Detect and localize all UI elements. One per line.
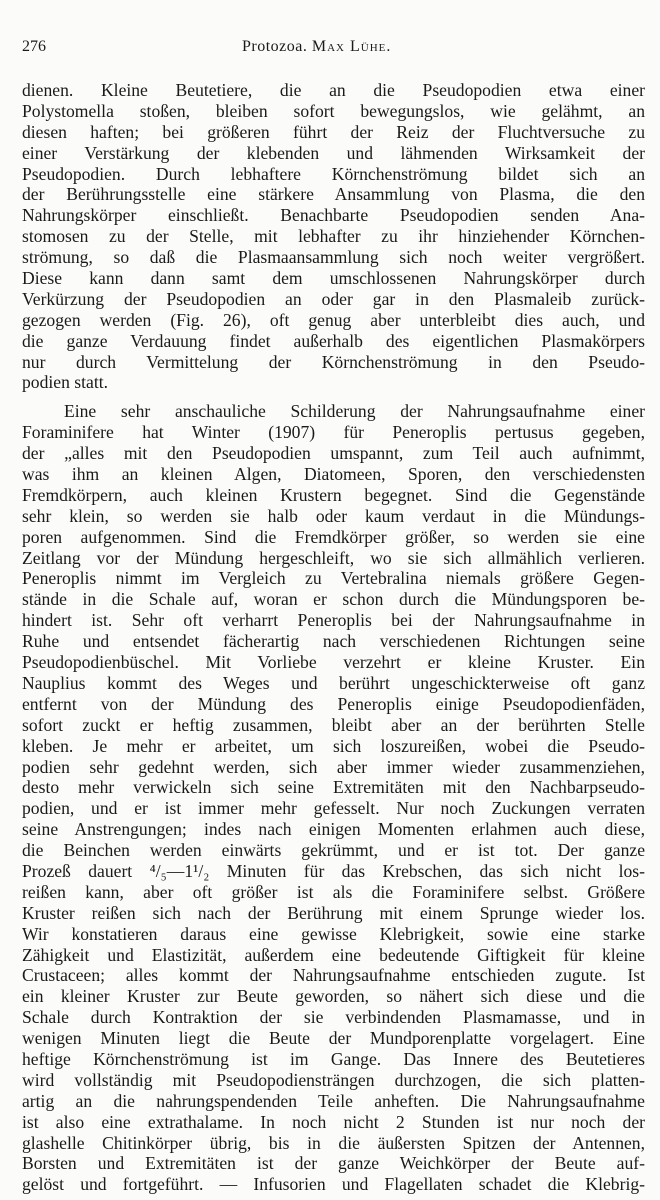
- text-line: Nahrungskörper einschließt. Benachbarte Pseudopodien senden Ana-: [22, 205, 645, 226]
- paragraph-gap: [22, 393, 645, 401]
- text-line: kleben. Je mehr er arbeitet, um sich loszureißen, wobei die Pseudo-: [22, 735, 645, 756]
- text-line: Foraminifere hat Winter (1907) für Peneroplis pertusus gegeben,: [22, 422, 645, 443]
- running-head-author: Max Lühe.: [311, 38, 392, 55]
- text-line: ist also eine extrathalame. In noch nicht 2 Stunden ist nur noch der: [22, 1111, 645, 1132]
- text-line: seine Anstrengungen; indes nach einigen Momenten erlahmen auch diese,: [22, 819, 645, 840]
- text-line: die ganze Verdauung findet außerhalb des eigentlichen Plasmakörpers: [22, 330, 645, 351]
- text-line: ein kleiner Kruster zur Beute geworden, so nähert sich diese und die: [22, 986, 645, 1007]
- text-line: wird vollständig mit Pseudopodiensträngen durchzogen, die sich platten-: [22, 1069, 645, 1090]
- text-line: die Beinchen werden einwärts gekrümmt, und er ist tot. Der ganze: [22, 840, 645, 861]
- text-line: Borsten und Extremitäten ist der ganze Weichkörper der Beute auf-: [22, 1153, 645, 1174]
- text-line: Kruster reißen sich nach der Berührung mit einem Sprunge wieder los.: [22, 902, 645, 923]
- text-line: wenigen Minuten liegt die Beute der Mundporenplatte vorgelagert. Eine: [22, 1028, 645, 1049]
- text-line: entfernt von der Mündung des Peneroplis einige Pseudopodienfäden,: [22, 693, 645, 714]
- text-line: desto mehr verwickeln sich seine Extremitäten mit den Nachbarpseudo-: [22, 777, 645, 798]
- text-line: Diese kann dann samt dem umschlossenen Nahrungskörper durch: [22, 268, 645, 289]
- text-line: glashelle Chitinkörper übrig, bis in die äußersten Spitzen der Antennen,: [22, 1132, 645, 1153]
- text-line: strömung, so daß die Plasmaansammlung sich noch weiter vergrößert.: [22, 247, 645, 268]
- paragraph-2: [22, 401, 645, 1195]
- text-line: podien, und er ist immer mehr gefesselt. Nur noch Zuckungen verraten: [22, 798, 645, 819]
- text-line: reißen kann, aber oft größer ist als die Foraminifere selbst. Größere: [22, 881, 645, 902]
- text-line: Wir konstatieren daraus eine gewisse Klebrigkeit, sowie eine starke: [22, 923, 645, 944]
- body-text: [22, 80, 645, 1195]
- text-line: Schale durch Kontraktion der sie verbindenden Plasmamasse, und in: [22, 1007, 645, 1028]
- text-line: diesen haften; bei größeren führt der Reiz der Fluchtversuche zu: [22, 121, 645, 142]
- text-line: Fremdkörpern, auch kleinen Krustern begegnet. Sind die Gegenstände: [22, 484, 645, 505]
- text-line: Nauplius kommt des Weges und berührt ungeschickterweise oft ganz: [22, 672, 645, 693]
- text-line: Ruhe und entsendet fächerartig nach verschiedenen Richtungen seine: [22, 631, 645, 652]
- text-line: gezogen werden (Fig. 26), oft genug aber unterbleibt dies auch, und: [22, 309, 645, 330]
- text-line: Pseudopodienbüschel. Mit Vorliebe verzehrt er kleine Kruster. Ein: [22, 652, 645, 673]
- text-line: Zeitlang vor der Mündung hergeschleift, wo sie sich allmählich verlieren.: [22, 547, 645, 568]
- text-line: nur durch Vermittelung der Körnchenströmung in den Pseudo-: [22, 351, 645, 372]
- text-line: poren aufgenommen. Sind die Fremdkörper größer, so werden sie eine: [22, 526, 645, 547]
- text-line: gelöst und fortgeführt. — Infusorien und Flagellaten schadet die Klebrig-: [22, 1174, 645, 1195]
- text-line: Zähigkeit und Elastizität, außerdem eine bedeutende Giftigkeit für kleine: [22, 944, 645, 965]
- text-line: stände in die Schale auf, woran er schon durch die Mündungsporen be-: [22, 589, 645, 610]
- paragraph-1: [22, 80, 645, 393]
- page-header: [22, 38, 640, 58]
- text-line: der „alles mit den Pseudopodien umspannt, zum Teil auch aufnimmt,: [22, 443, 645, 464]
- text-line: dienen. Kleine Beutetiere, die an die Pseudopodien etwa einer: [22, 80, 645, 100]
- running-head-title: Protozoa.: [242, 38, 308, 55]
- text-line: Verkürzung der Pseudopodien an oder gar in den Plasmaleib zurück-: [22, 288, 645, 309]
- text-line: Pseudopodien. Durch lebhaftere Körnchenströmung bildet sich an: [22, 163, 645, 184]
- text-line: artig an die nahrungspendenden Teile anheften. Die Nahrungsaufnahme: [22, 1090, 645, 1111]
- text-line: podien sehr gedehnt werden, sich aber immer wieder zusammenziehen,: [22, 756, 645, 777]
- text-line: was ihm an kleinen Algen, Diatomeen, Sporen, den verschiedensten: [22, 464, 645, 485]
- text-line: stomosen zu der Stelle, mit lebhafter zu ihr hinziehender Körnchen-: [22, 226, 645, 247]
- page-number: 276: [22, 38, 46, 55]
- text-line: heftige Körnchenströmung ist im Gange. Das Innere des Beutetieres: [22, 1048, 645, 1069]
- text-line: Polystomella stoßen, bleiben sofort bewegungslos, wie gelähmt, an: [22, 100, 645, 121]
- text-line: sehr klein, so werden sie halb oder kaum verdaut in die Mündungs-: [22, 505, 645, 526]
- text-line: Peneroplis nimmt im Vergleich zu Vertebralina niemals größere Gegen-: [22, 568, 645, 589]
- running-head: [242, 38, 391, 56]
- text-line: Eine sehr anschauliche Schilderung der Nahrungsaufnahme einer: [64, 401, 645, 422]
- text-line: der Berührungsstelle eine stärkere Ansammlung von Plasma, die den: [22, 184, 645, 205]
- text-line: einer Verstärkung der klebenden und lähmenden Wirksamkeit der: [22, 142, 645, 163]
- text-line: Prozeß dauert ⁴/₅—1¹/₂ Minuten für das Krebschen, das sich nicht los-: [22, 860, 645, 881]
- text-line: podien statt.: [22, 372, 109, 393]
- text-line: Crustaceen; alles kommt der Nahrungsaufnahme entschieden zugute. Ist: [22, 965, 645, 986]
- text-line: hindert ist. Sehr oft verharrt Peneroplis bei der Nahrungsaufnahme in: [22, 610, 645, 631]
- text-line: sofort zuckt er heftig zusammen, bleibt aber an der berührten Stelle: [22, 714, 645, 735]
